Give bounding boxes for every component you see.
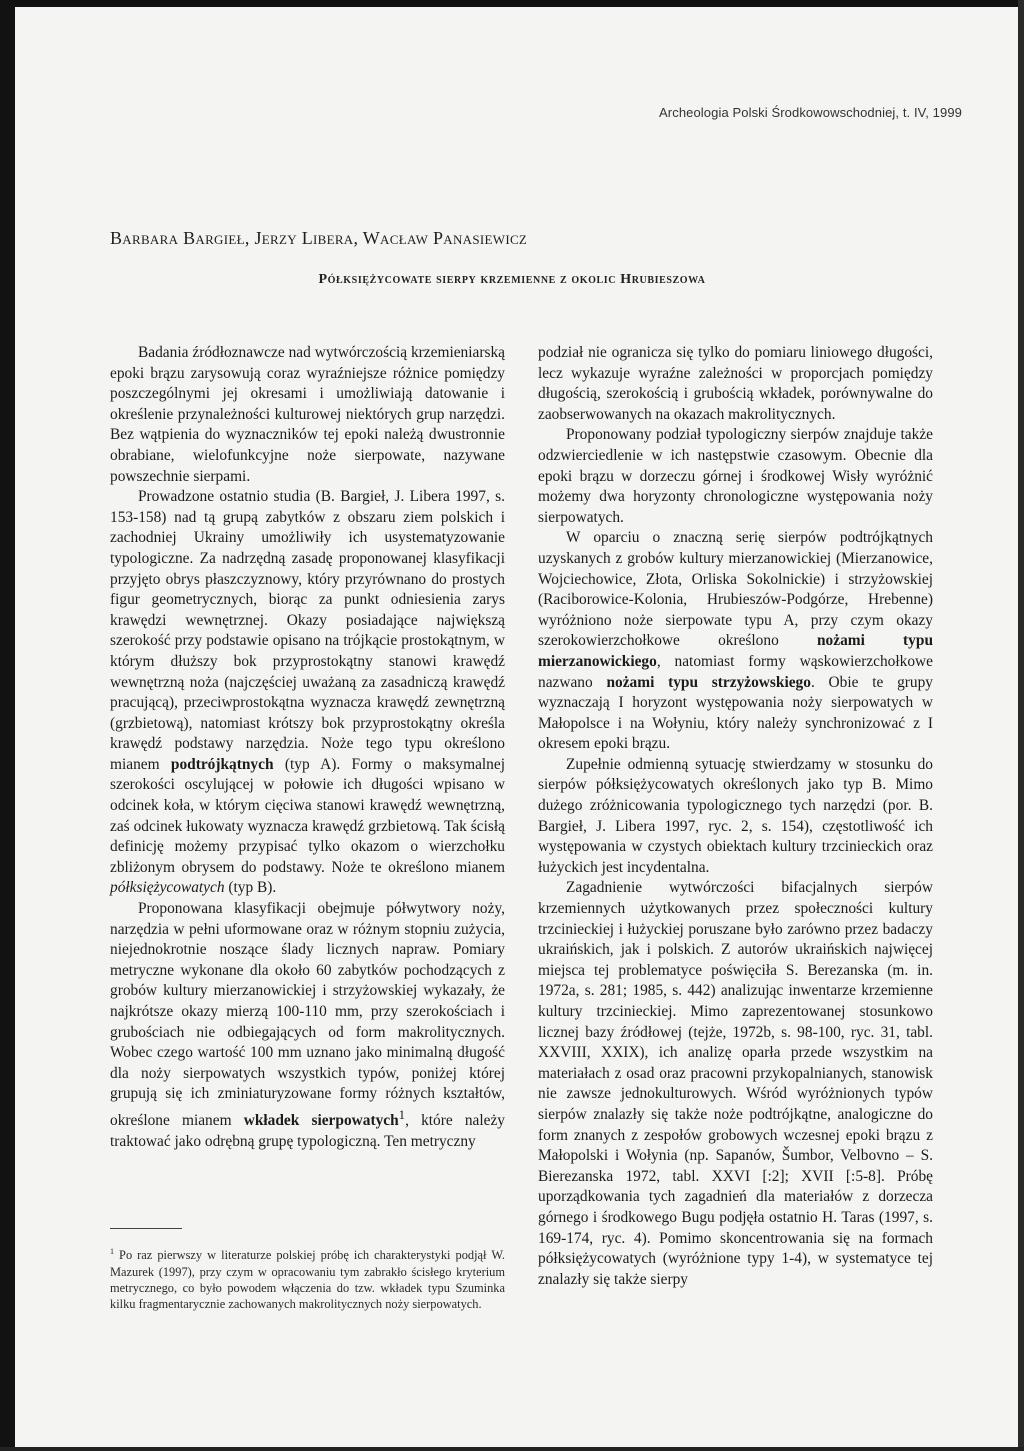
scan-border-left [0,0,15,1451]
running-head: Archeologia Polski Środkowowschodniej, t. IV, 1999 [659,105,962,120]
scan-border-top [0,0,1024,7]
footnote-text: Po raz pierwszy w literaturze polskiej próbę ich charakterystyki podjął W. Mazurek (1997), przy czym w opracowaniu tym zabrakło ścisłego kryterium metrycznego, co było powodem włączenia do tzw. wkładek typu Szuminka kilku fragmentarycznie zachowanych makrolitycznych noży sierpowatych. [110,1248,505,1312]
paragraph: Prowadzone ostatnio studia (B. Bargieł, J. Libera 1997, s. 153-158) nad tą grupą zabytków z obszaru ziem polskich i zachodniej Ukrainy umożliwiły ich usystematyzowanie typologiczne. Za nadrzędną zasadę proponowanej klasyfikacji przyjęto obrys płaszczyznowy, który przyrównano do prostych figur geometrycznych, biorąc za punkt odniesienia zarys krawędzi wewnętrznej. Okazy posiadające największą szerokość przy podstawie opisano na trójkącie prostokątnym, w którym dłuższy bok przyprostokątny stanowi krawędź wewnętrzną noża (najczęściej uważaną za zasadniczą krawędź pracującą), przeciwprostokątna wyznacza krawędź zewnętrzną (grzbietową), natomiast krótszy bok przyprostokątny określa krawędź podstawy narzędzia. Noże tego typu określono mianem podtrójkątnych (typ A). Formy o maksymalnej szerokości oscylującej w połowie ich długości wpisano w odcinek koła, w którym cięciwa stanowi krawędź wewnętrzną, zaś odcinek łukowaty wyznacza krawędź grzbietową. Tak ścisłą definicję możemy przypisać tylko okazom o wierzchołku zbliżonym obrysem do podstawy. Noże te określono mianem półksiężycowatych (typ B). [110,488,505,897]
paragraph: Proponowana klasyfikacji obejmuje półwytwory noży, narzędzia w pełni uformowane oraz w różnym stopniu zużycia, niejednokrotnie noszące ślady licznych napraw. Pomiary metryczne wykonane dla około 60 zabytków pochodzących z grobów kultury mierzanowickiej i strzyżowskiej wykazały, że najkrótsze okazy mierzą 100-110 mm, przy szerokościach i grubościach nie odbiegających od form makrolitycznych. Wobec czego wartość 100 mm uznano jako minimalną długość dla noży sierpowatych wszystkich typów, poniżej której grupują się ich zminiaturyzowane formy różnych kształtów, określone mianem wkładek sierpowatych$^1$, które należy traktować jako odrębną grupę typologiczną. Ten metryczny [110,900,506,1150]
footnote-divider [110,1228,182,1229]
term-podtrojkatne: podtrójkątnych [170,755,274,773]
paragraph: Badania źródłoznawcze nad wytwórczością krzemieniarską epoki brązu zarysowują coraz wyraźniejsze różnice pomiędzy poszczególnymi jej okresami i umożliwiają datowanie i określenie przynależności kulturowej niektórych grup narzędzi. Bez wątpienia do wyznaczników tej epoki należą dwustronnie obrabiane, wielofunkcyjne noże sierpowate, nazywane powszechnie sierpami. [110,344,505,485]
footnote-ref[interactable]: 1 [398,1107,406,1122]
term-wkladki: wkładek sierpowatych [243,1112,399,1130]
scan-border-bottom [0,1447,1024,1451]
footnote-marker: 1 [110,1247,114,1256]
text-column-left [110,343,505,1152]
scan-border-right [1018,0,1024,1451]
paragraph: W oparciu o znaczną serię sierpów podtrójkątnych uzyskanych z grobów kultury mierzanowickiej (Mierzanowice, Wojciechowice, Złota, Orliska Sokolnickie) i strzyżowskiej (Raciborowice-Kolonia, Hrubieszów-Podgórze, Hrebenne) wyróżniono noże sierpowate typu A, przy czym okazy szerokowierzchołkowe określono nożami typu mierzanowickiego, natomiast formy wąskowierzchołkowe nazwano nożami typu strzyżowskiego. Obie te grupy wyznaczają I horyzont występowania noży sierpowatych w Małopolsce i na Wołyniu, który należy synchronizować z I okresem epoki brązu. [538,529,933,753]
paragraph: podział nie ogranicza się tylko do pomiaru liniowego długości, lecz wykazuje wyraźne zależności w proporcjach pomiędzy długością, szerokością i grubością wkładek, porównywalne do zaobserwowanych na okazach makrolitycznych. [538,344,933,423]
term-polksiezycowate: półksiężycowatych [110,879,225,897]
article-authors: Barbara Bargieł, Jerzy Libera, Wacław Panasiewicz [110,228,528,248]
paragraph: Proponowany podział typologiczny sierpów znajduje także odzwierciedlenie w ich następstwie czasowym. Obecnie dla epoki brązu w dorzeczu górnej i środkowej Wisły wyróżnić możemy dwa horyzonty chronologiczne występowania noży sierpowatych. [538,426,933,526]
paragraph: Zupełnie odmienną sytuację stwierdzamy w stosunku do sierpów półksiężycowatych określonych jako typ B. Mimo dużego zróżnicowania typologicznego tych narzędzi (por. B. Bargieł, J. Libera 1997, ryc. 2, s. 154), częstotliwość ich występowania w czystych obiektach kultury trzcinieckich oraz łużyckich jest incydentalna. [538,755,933,876]
article-title: Półksiężycowate sierpy krzemienne z okolic Hrubieszowa [318,272,706,287]
paragraph: Zagadnienie wytwórczości bifacjalnych sierpów krzemiennych użytkowanych przez społeczności kultury trzcinieckiej i łużyckiej poruszane było zarówno przez badaczy ukraińskich, jak i polskich. Z autorów ukraińskich najwięcej miejsca tej problematyce poświęciła S. Berezanska (m. in. 1972a, s. 281; 1985, s. 442) analizując inwentarze krzemienne kultury trzcinieckiej. Mimo zaprezentowanej stosunkowo licznej bazy źródłowej (tejże, 1972b, s. 98-100, ryc. 31, tabl. XXVIII, XXIX), ich analizę oparła przede wszystkim na materiałach z osad oraz pracowni przykopalnianych, stanowisk nie zawsze jednokulturowych. Wśród wyróżnionych typów sierpów znalazły się także noże podtrójkątne, analogiczne do form znanych z zespołów grobowych wczesnej epoki brązu z Małopolski i Wołynia (np. Sapanów, Šumbor, Velbovno – S. Bierezanska 1972, tabl. XXVI [:2]; XVII [:5-8]. Próbę uporządkowania tych zagadnień dla materiałów z dorzecza górnego i środkowego Bugu podjęła ostatnio H. Taras (1997, s. 169-174, ryc. 4). Pomimo skoncentrowania się na formach półksiężycowatych (wyróżnione typy 1-4), w systematyce tej znalazły się także sierpy [538,879,933,1288]
footnote [110,1244,505,1313]
text-column-right [538,343,933,1290]
term-strzyzowskie: nożami typu strzyżowskiego [606,673,811,691]
term-mierzanowickie: nożami typu mierzanowickiego [538,632,933,670]
